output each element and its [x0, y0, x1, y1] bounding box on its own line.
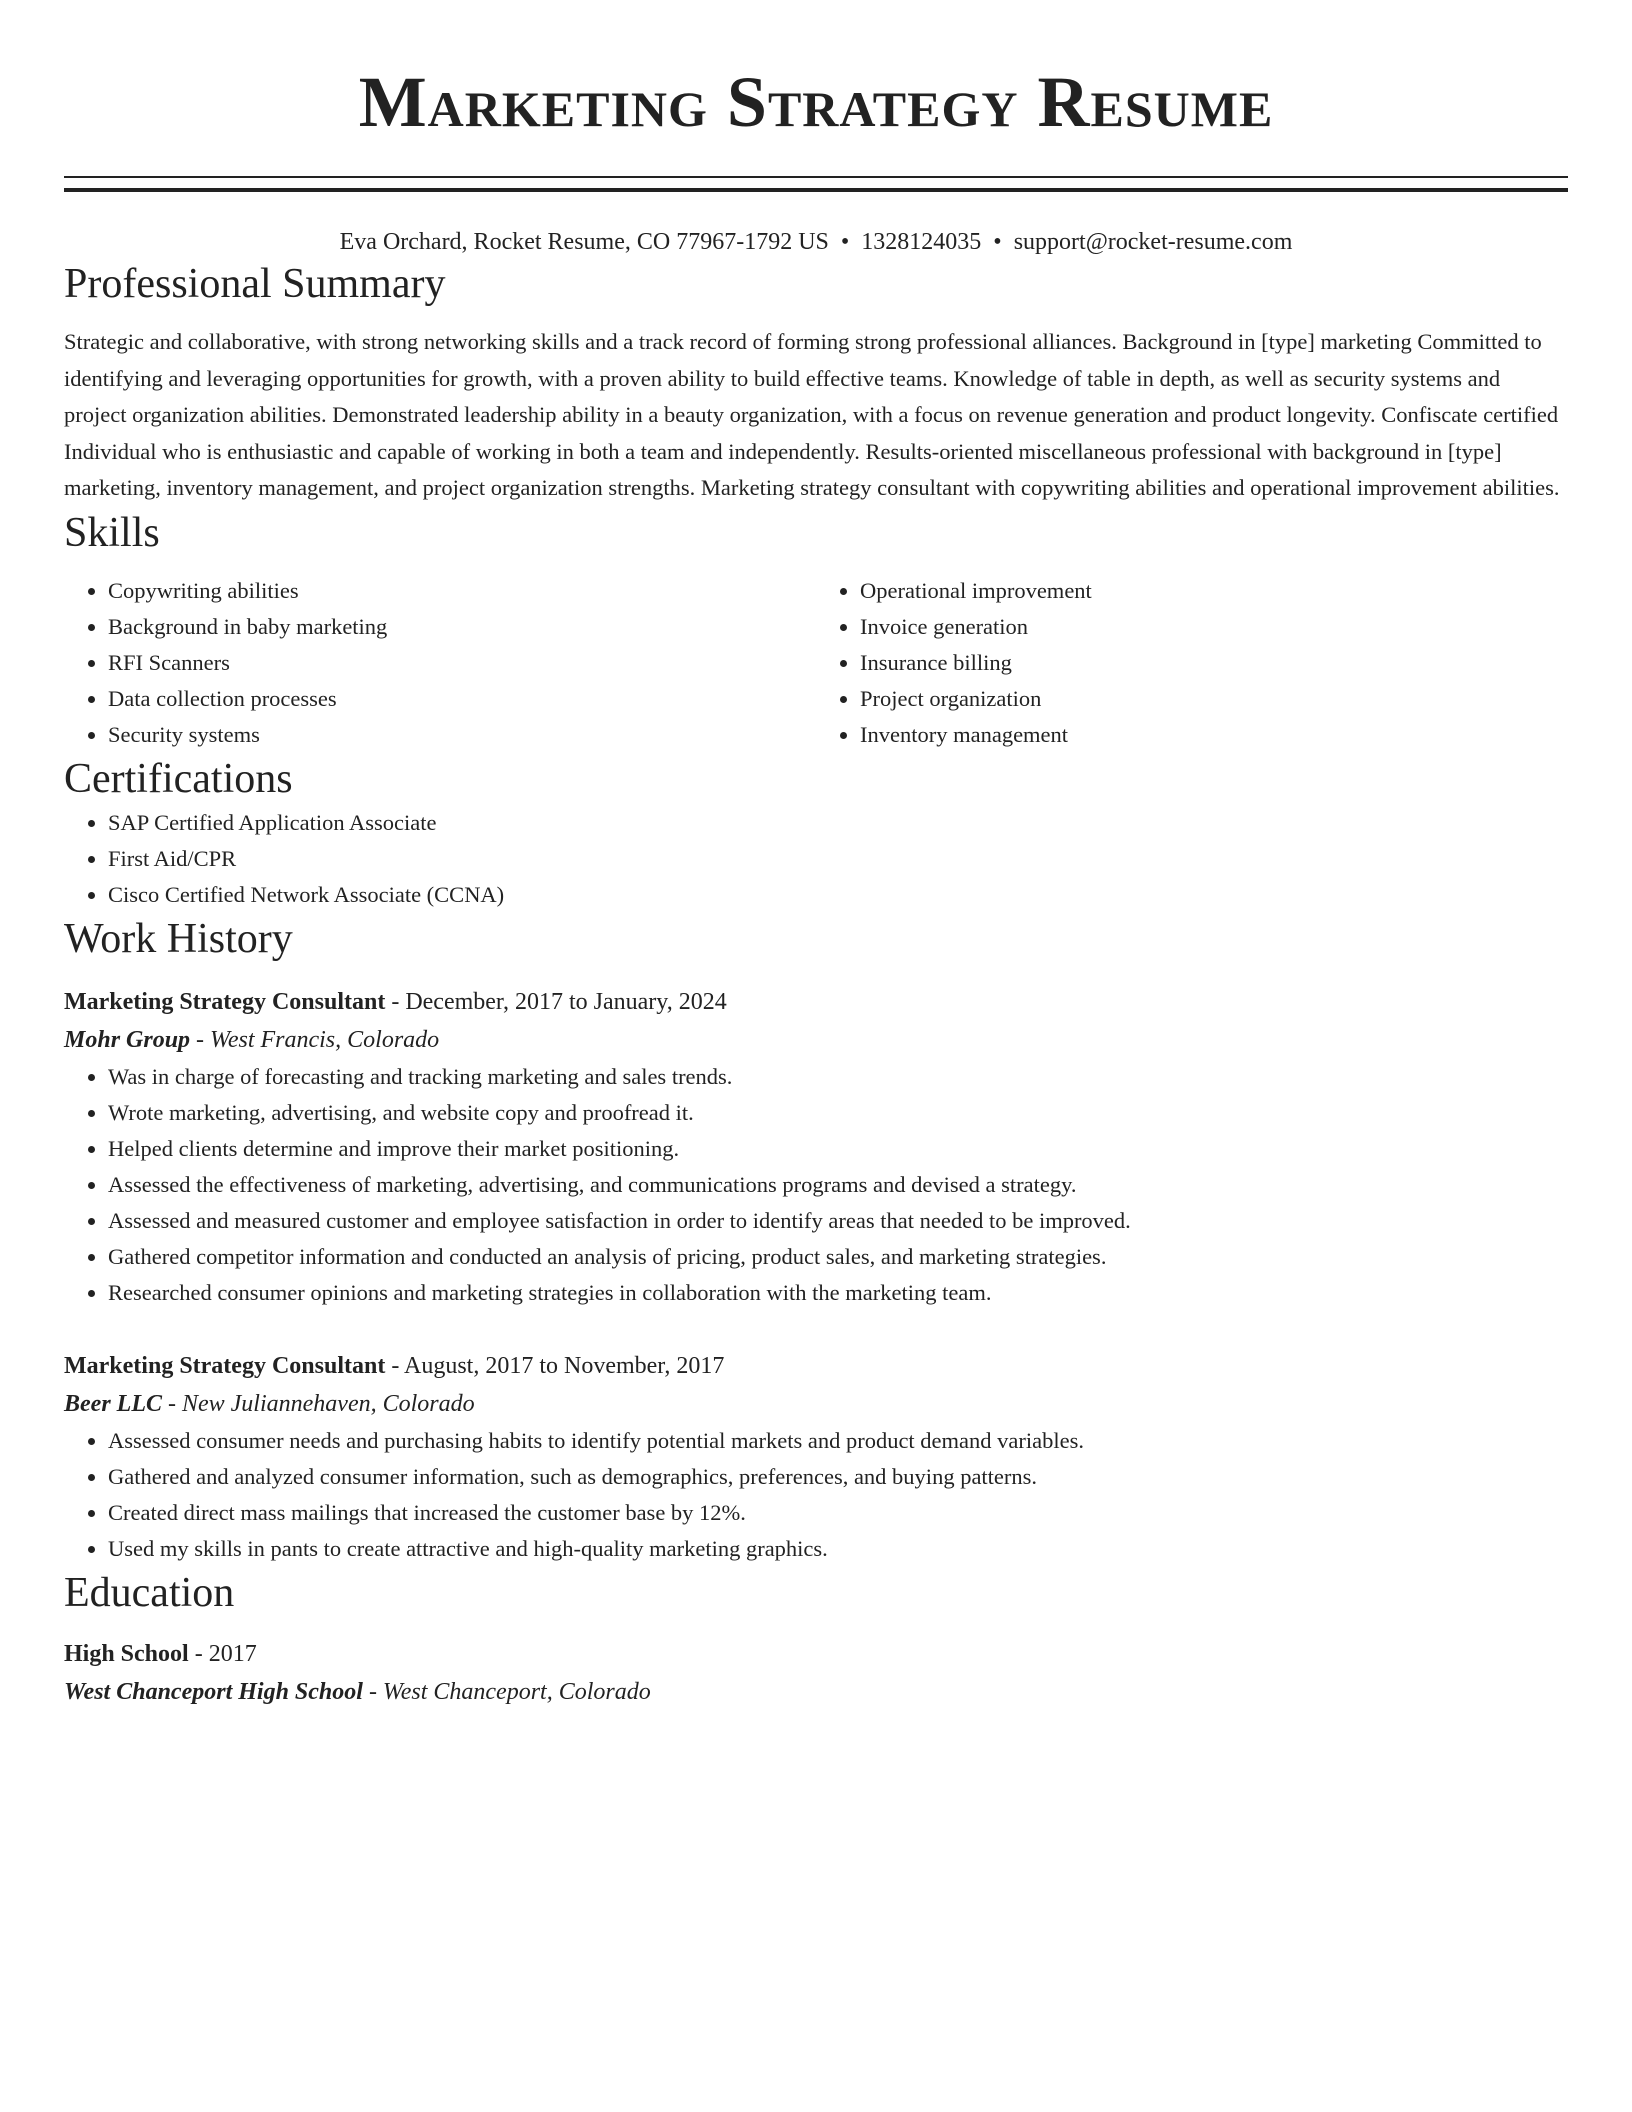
- skill-item: • Operational improvement: [860, 573, 1568, 609]
- certifications-heading: Certifications: [64, 755, 293, 802]
- job-duty-item: • Used my skills in pants to create attractive and high-quality marketing graphics.: [108, 1531, 1568, 1567]
- job-duty-item: • Created direct mass mailings that increased the customer base by 12%.: [108, 1495, 1568, 1531]
- job-location: - West Francis, Colorado: [190, 1026, 440, 1053]
- skills-column-left: [64, 573, 816, 753]
- job-entry: [64, 983, 1568, 1311]
- job-company: Beer LLC: [64, 1390, 162, 1417]
- job-duties-list: [64, 1423, 1568, 1567]
- work-history-heading: Work History: [64, 915, 293, 962]
- certification-item: • Cisco Certified Network Associate (CCNA): [108, 877, 1568, 913]
- education-location: - West Chanceport, Colorado: [362, 1678, 651, 1705]
- skills-column-right: [816, 573, 1568, 753]
- contact-email: support@rocket-resume.com: [1013, 229, 1293, 255]
- job-duty-item: • Assessed and measured customer and employee satisfaction in order to identify areas that needed to be improved.: [108, 1203, 1568, 1239]
- certifications-list: [64, 805, 1568, 913]
- job-duties-list: [64, 1059, 1568, 1311]
- education-school: West Chanceport High School: [64, 1678, 363, 1705]
- job-title-line: [64, 983, 1568, 1021]
- job-duty-item: • Assessed the effectiveness of marketing, advertising, and communications programs and devised a strategy.: [108, 1167, 1568, 1203]
- job-role: Marketing Strategy Consultant: [64, 1352, 386, 1379]
- job-entry: [64, 1347, 1568, 1567]
- job-duty-item: • Helped clients determine and improve their market positioning.: [108, 1131, 1568, 1167]
- education-school-line: [64, 1673, 1568, 1711]
- job-duty-item: • Gathered and analyzed consumer information, such as demographics, preferences, and buying patterns.: [108, 1459, 1568, 1495]
- skill-item: • Copywriting abilities: [108, 573, 816, 609]
- job-company: Mohr Group: [64, 1026, 191, 1053]
- job-company-line: [64, 1021, 1568, 1059]
- job-dates: - December, 2017 to January, 2024: [385, 988, 727, 1015]
- job-company-line: [64, 1385, 1568, 1423]
- job-role: Marketing Strategy Consultant: [64, 988, 386, 1015]
- job-duty-item: • Researched consumer opinions and marketing strategies in collaboration with the marketing team.: [108, 1275, 1568, 1311]
- resume-title: Marketing Strategy Resume: [358, 62, 1274, 142]
- skill-item: • Insurance billing: [860, 645, 1568, 681]
- skill-item: • Security systems: [108, 717, 816, 753]
- education-entry: [64, 1635, 1568, 1711]
- job-duty-item: • Assessed consumer needs and purchasing habits to identify potential markets and product demand variables.: [108, 1423, 1568, 1459]
- skill-item: • Invoice generation: [860, 609, 1568, 645]
- skill-item: • Inventory management: [860, 717, 1568, 753]
- certification-item: • SAP Certified Application Associate: [108, 805, 1568, 841]
- summary-heading: Professional Summary: [64, 261, 446, 307]
- job-dates: - August, 2017 to November, 2017: [385, 1352, 725, 1379]
- skills-list-right: [816, 573, 1568, 753]
- contact-address: Eva Orchard, Rocket Resume, CO 77967-1792 US: [339, 229, 829, 255]
- job-title-line: [64, 1347, 1568, 1385]
- contact-line: [64, 226, 1568, 258]
- education-year: - 2017: [188, 1640, 257, 1667]
- education-heading: Education: [64, 1569, 235, 1616]
- skill-item: • RFI Scanners: [108, 645, 816, 681]
- skill-item: • Project organization: [860, 681, 1568, 717]
- education-degree: High School: [64, 1640, 189, 1667]
- skills-list-left: [64, 573, 816, 753]
- title-divider: [64, 176, 1568, 192]
- job-duty-item: • Was in charge of forecasting and tracking marketing and sales trends.: [108, 1059, 1568, 1095]
- skill-item: • Background in baby marketing: [108, 609, 816, 645]
- education-degree-line: [64, 1635, 1568, 1673]
- contact-phone: 1328124035: [861, 229, 982, 255]
- job-location: - New Juliannehaven, Colorado: [161, 1390, 475, 1417]
- contact-separator: •: [840, 229, 850, 255]
- contact-separator: •: [993, 229, 1002, 255]
- job-duty-item: • Wrote marketing, advertising, and website copy and proofread it.: [108, 1095, 1568, 1131]
- summary-text: Strategic and collaborative, with strong networking skills and a track record of forming strong professional alliances. Background in [type] marketing Committed to identifying and leveraging opportunities for growth, with a proven ability to build effective teams. Knowledge of table in depth, as well as security systems and project organization abilities. Demonstrated leadership ability in a beauty organization, with a focus on revenue generation and product longevity. Confiscate certified Individual who is enthusiastic and capable of working in both a team and independently. Results-oriented miscellaneous professional with background in [type] marketing, inventory management, and project organization strengths. Marketing strategy consultant with copywriting abilities and operational improvement abilities.: [64, 329, 1560, 500]
- certification-item: • First Aid/CPR: [108, 841, 1568, 877]
- job-duty-item: • Gathered competitor information and conducted an analysis of pricing, product sales, and marketing strategies.: [108, 1239, 1568, 1275]
- skills-grid: [64, 573, 1568, 753]
- skill-item: • Data collection processes: [108, 681, 816, 717]
- skills-heading: Skills: [64, 509, 160, 556]
